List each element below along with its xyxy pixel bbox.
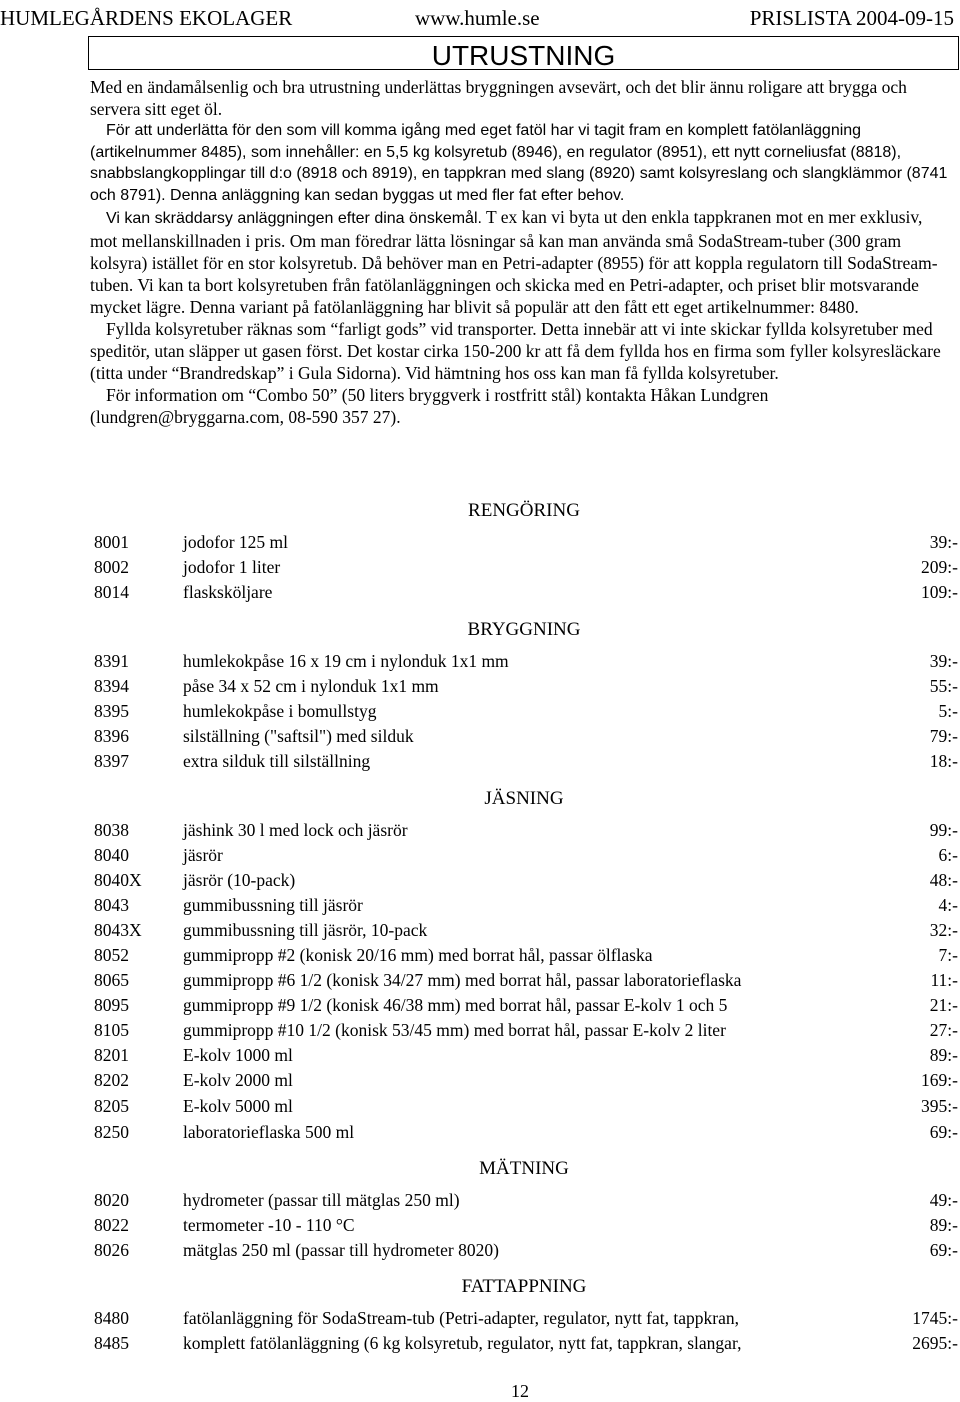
product-row — [94, 1120, 958, 1144]
product-row — [94, 1213, 958, 1237]
article-number: 8105 — [94, 1020, 129, 1040]
product-row — [94, 843, 958, 867]
article-number: 8001 — [94, 532, 129, 552]
product-description: gummipropp #9 1/2 (konisk 46/38 mm) med borrat hål, passar E-kolv 1 och 5 — [183, 995, 728, 1015]
product-row — [94, 1068, 958, 1092]
article-number: 8038 — [94, 820, 129, 840]
page-number: 12 — [511, 1381, 529, 1401]
article-number: 8480 — [94, 1308, 129, 1328]
product-price: 79:- — [929, 726, 958, 746]
article-number: 8043 — [94, 895, 129, 915]
article-number: 8022 — [94, 1215, 129, 1235]
product-price: 21:- — [929, 995, 958, 1015]
product-description: silställning ("saftsil") med silduk — [183, 726, 414, 746]
product-price: 169:- — [921, 1070, 958, 1090]
article-number: 8040X — [94, 870, 142, 890]
product-description: flasksköljare — [183, 582, 273, 602]
product-price: 27:- — [929, 1020, 958, 1040]
product-row — [94, 1238, 958, 1262]
product-price: 49:- — [929, 1190, 958, 1210]
product-description: gummipropp #6 1/2 (konisk 34/27 mm) med borrat hål, passar laboratorieflaska — [183, 970, 742, 990]
product-row — [94, 918, 958, 942]
intro-paragraph-1: Med en ändamålsenlig och bra utrustning underlättas bryggningen avsevärt, och det blir ännu roligare att brygga och servera sitt eget öl. — [90, 77, 907, 119]
product-row — [94, 818, 958, 842]
product-description: E-kolv 5000 ml — [183, 1096, 293, 1116]
product-price: 55:- — [929, 676, 958, 696]
product-description: jäshink 30 l med lock och jäsrör — [183, 820, 408, 840]
product-description: E-kolv 1000 ml — [183, 1045, 293, 1065]
product-description: påse 34 x 52 cm i nylonduk 1x1 mm — [183, 676, 439, 696]
intro-paragraph-5: För information om “Combo 50” (50 liters bryggverk i rostfritt stål) kontakta Håkan Lundgren (lundgren@bryggarna.com, 08-590 357 27). — [90, 385, 769, 427]
article-number: 8020 — [94, 1190, 129, 1210]
product-price: 89:- — [929, 1215, 958, 1235]
product-row — [94, 943, 958, 967]
pricelist-date: PRISLISTA 2004-09-15 — [749, 6, 954, 30]
product-price: 39:- — [929, 532, 958, 552]
product-row — [94, 1043, 958, 1067]
product-price: 395:- — [921, 1096, 958, 1116]
product-description: gummibussning till jäsrör — [183, 895, 363, 915]
product-price: 4:- — [938, 895, 958, 915]
article-number: 8202 — [94, 1070, 129, 1090]
article-number: 8391 — [94, 651, 129, 671]
product-price: 109:- — [921, 582, 958, 602]
product-price: 11:- — [930, 970, 958, 990]
article-number: 8396 — [94, 726, 129, 746]
intro-paragraph-4: Fyllda kolsyretuber räknas som “farligt gods” vid transporter. Detta innebär att vi inte skickar fyllda kolsyretuber med speditör, utan släpper ut gasen först. Det kostar cirka 150-200 kr att få dem fyllda hos en firma som fyller kolsyresläckare (titta under “Brandredskap” i Gula Sidorna). Vid hämtning hos oss kan man få fyllda kolsyretuber. — [90, 319, 941, 383]
intro-paragraph-3 — [90, 206, 952, 318]
intro-text — [90, 76, 952, 428]
product-row — [94, 555, 958, 579]
product-row — [94, 968, 958, 992]
product-description: humlekokpåse 16 x 19 cm i nylonduk 1x1 mm — [183, 651, 509, 671]
section-heading-rengoring: RENGÖRING — [468, 500, 580, 521]
product-row — [94, 724, 958, 748]
product-row — [94, 893, 958, 917]
product-description: jodofor 125 ml — [183, 532, 288, 552]
product-price: 99:- — [929, 820, 958, 840]
article-number: 8026 — [94, 1240, 129, 1260]
product-description: jäsrör — [183, 845, 223, 865]
product-price: 89:- — [929, 1045, 958, 1065]
product-description: laboratorieflaska 500 ml — [183, 1122, 355, 1142]
article-number: 8043X — [94, 920, 142, 940]
product-description: gummipropp #10 1/2 (konisk 53/45 mm) med borrat hål, passar E-kolv 2 liter — [183, 1020, 726, 1040]
product-price: 5:- — [938, 701, 958, 721]
website-url[interactable]: www.humle.se — [415, 6, 540, 30]
product-row — [94, 993, 958, 1017]
product-price: 18:- — [929, 751, 958, 771]
article-number: 8095 — [94, 995, 129, 1015]
section-heading-bryggning: BRYGGNING — [467, 619, 581, 640]
product-description: jäsrör (10-pack) — [183, 870, 296, 890]
product-price: 69:- — [929, 1240, 958, 1260]
product-price: 2695:- — [912, 1333, 958, 1353]
article-number: 8052 — [94, 945, 129, 965]
product-description: gummibussning till jäsrör, 10-pack — [183, 920, 428, 940]
product-row — [94, 1094, 958, 1118]
page-title: UTRUSTNING — [431, 40, 616, 71]
product-price: 48:- — [929, 870, 958, 890]
intro-paragraph-2: För att underlätta för den som vill komma igång med eget fatöl har vi tagit fram en komplett fatölanläggning (artikelnummer 8485), som innehåller: en 5,5 kg kolsyretub (8946), en regulator (8951), ett nytt corneliusfat (8818), snabbslangkopplingar till d:o (8918 och 8919), en tappkran med slang (8920) samt kolsyreslang och slangklämmor (8741 och 8791). Denna anläggning kan sedan byggas ut med fler fat efter behov. — [90, 122, 948, 204]
product-price: 69:- — [929, 1122, 958, 1142]
product-price: 39:- — [929, 651, 958, 671]
article-number: 8205 — [94, 1096, 129, 1116]
article-number: 8485 — [94, 1333, 129, 1353]
product-row — [94, 749, 958, 773]
section-heading-jasning: JÄSNING — [484, 788, 564, 809]
product-description: komplett fatölanläggning (6 kg kolsyretub, regulator, nytt fat, tappkran, slangar, — [183, 1333, 742, 1353]
article-number: 8201 — [94, 1045, 129, 1065]
title-box — [88, 36, 959, 70]
product-description: hydrometer (passar till mätglas 250 ml) — [183, 1190, 460, 1210]
intro-paragraph-3-body: T ex kan vi byta ut den enkla tappkranen mot en mer exklusiv, mot mellanskillnaden i pris. Om man föredrar lätta lösningar så kan man använda små SodaStream-tuber (300 gram kolsyra) istället för en stor kolsyretub. Då behöver man en Petri-adapter (8955) för att koppla regulatorn till SodaStream-tuben. Vi kan ta bort kolsyretuben från fatölanläggningen och skicka med en Petri-adapter, och priset blir motsvarande mycket lägre. Denna variant på fatölanläggning har blivit så populär att den fått ett eget artikelnummer: 8480. — [90, 207, 938, 317]
product-description: fatölanläggning för SodaStream-tub (Petri-adapter, regulator, nytt fat, tappkran, — [183, 1308, 739, 1328]
product-description: mätglas 250 ml (passar till hydrometer 8020) — [183, 1240, 499, 1260]
article-number: 8394 — [94, 676, 129, 696]
product-description: E-kolv 2000 ml — [183, 1070, 293, 1090]
article-number: 8397 — [94, 751, 129, 771]
product-price: 1745:- — [912, 1308, 958, 1328]
article-number: 8065 — [94, 970, 129, 990]
product-row — [94, 530, 958, 554]
product-row — [94, 674, 958, 698]
product-row — [94, 1306, 958, 1330]
company-name: HUMLEGÅRDENS EKOLAGER — [0, 6, 293, 30]
article-number: 8002 — [94, 557, 129, 577]
product-row — [94, 1018, 958, 1042]
product-price: 6:- — [938, 845, 958, 865]
product-description: jodofor 1 liter — [183, 557, 281, 577]
section-heading-matning: MÄTNING — [479, 1158, 569, 1179]
section-heading-fattappning: FATTAPPNING — [461, 1276, 587, 1297]
article-number: 8250 — [94, 1122, 129, 1142]
product-row — [94, 868, 958, 892]
product-price: 209:- — [921, 557, 958, 577]
product-row — [94, 649, 958, 673]
product-description: extra silduk till silställning — [183, 751, 371, 771]
article-number: 8014 — [94, 582, 129, 602]
product-description: humlekokpåse i bomullstyg — [183, 701, 377, 721]
intro-paragraph-3-lead: Vi kan skräddarsy anläggningen efter dina önskemål. — [106, 210, 482, 227]
product-price: 7:- — [938, 945, 958, 965]
product-row — [94, 1331, 958, 1355]
article-number: 8395 — [94, 701, 129, 721]
product-price: 32:- — [929, 920, 958, 940]
product-description: gummipropp #2 (konisk 20/16 mm) med borrat hål, passar ölflaska — [183, 945, 653, 965]
article-number: 8040 — [94, 845, 129, 865]
page-header — [0, 5, 960, 35]
product-row — [94, 1188, 958, 1212]
product-row — [94, 580, 958, 604]
product-description: termometer -10 - 110 °C — [183, 1215, 355, 1235]
product-row — [94, 699, 958, 723]
